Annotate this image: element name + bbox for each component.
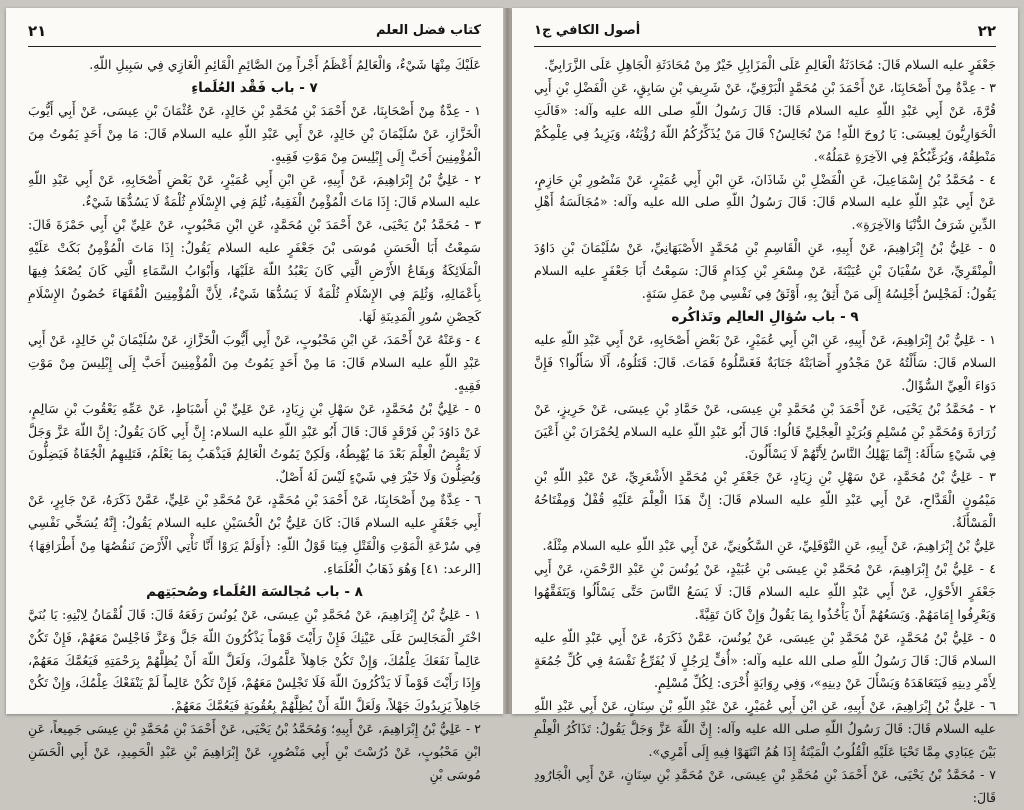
paragraph: ١ - عَلِيُّ بْنُ إِبْرَاهِيمَ، عَنْ أَبِيهِ، عَنِ ابْنِ أَبِي عُمَيْرٍ، عَنْ بَعْضِ أَصْحَابِهِ، عَنْ أَبِي عَبْدِ اللّهِ عليه السلام قَالَ: سَأَلْتُهُ عَنْ مَجْدُورٍ أَصَابَتْهُ جَنَابَةٌ فَغَسَّلُوهُ فَمَاتَ. قَالَ: قَتَلُوهُ، أَلَا سَأَلُوا؟ فَإِنَّ دَوَاءَ الْعِيِّ السُّؤَالُ. — [534, 331, 996, 393]
paragraph: ٣ - مُحَمَّدُ بْنُ يَحْيَى، عَنْ أَحْمَدَ بْنِ مُحَمَّدٍ، عَنِ ابْنِ مَحْبُوبٍ، عَنْ عَلِيِّ بْنِ أَبِي حَمْزَةَ قَالَ: سَمِعْتُ أَبَا الْحَسَنِ مُوسَى بْنَ جَعْفَرٍ عليه السلام يَقُولُ: إِذَا مَاتَ الْمُؤْمِنُ بَكَتْ عَلَيْهِ الْمَلَائِكَةُ وَبِقَاعُ الأَرْضِ الَّتِي كَانَ يَعْبُدُ اللّهَ عَلَيْهَا، وَأَبْوَابُ السَّمَاءِ الَّتِي كَانَ يُصْعَدُ فِيهَا بِأَعْمَالِهِ، وَثُلِمَ فِي الإِسْلَامِ ثُلْمَةٌ لَا يَسُدُّهَا شَيْءٌ، لِأَنَّ الْمُؤْمِنِينَ الْفُقَهَاءَ حُصُونُ الإِسْلَامِ كَحِصْنِ سُورِ الْمَدِينَةِ لَهَا. — [28, 217, 481, 324]
running-title: أصول الكافي ج١ — [534, 23, 641, 38]
right-page-header — [534, 22, 996, 47]
paragraph: ٦ - عِدَّةٌ مِنْ أَصْحَابِنَا، عَنْ أَحْمَدَ بْنِ مُحَمَّدٍ، عَنْ مُحَمَّدِ بْنِ عَلِيٍّ، عَمَّنْ ذَكَرَهُ، عَنْ جَابِرٍ، عَنْ أَبِي جَعْفَرٍ عليه السلام قَالَ: كَانَ عَلِيُّ بْنُ الْحُسَيْنِ عليه السلام يَقُولُ: إِنَّهُ يُسَخِّي نَفْسِي فِي سُرْعَةِ الْمَوْتِ وَالْقَتْلِ فِينَا قَوْلُ اللّهِ: ﴿أَوَلَمْ يَرَوْا أَنَّا نَأْتِي الْأَرْضَ نَنقُصُهَا مِنْ أَطْرَافِهَا﴾ [الرعد: ٤١] وَهُوَ ذَهَابُ الْعُلَمَاءِ. — [28, 492, 481, 576]
paragraph: ٢ - مُحَمَّدُ بْنُ يَحْيَى، عَنْ أَحْمَدَ بْنِ مُحَمَّدِ بْنِ عِيسَى، عَنْ حَمَّادِ بْنِ عِيسَى، عَنْ حَرِيزٍ، عَنْ زُرَارَةَ وَمُحَمَّدِ بْنِ مُسْلِمٍ وَبُرَيْدٍ الْعِجْلِيِّ قَالُوا: قَالَ أَبُو عَبْدِ اللّهِ عليه السلام لِحُمْرَانَ بْنِ أَعْيَنَ فِي شَيْءٍ سَأَلَهُ: إِنَّمَا يَهْلِكُ النَّاسُ لِأَنَّهُمْ لَا يَسْأَلُونَ. — [534, 400, 996, 462]
paragraph: ٤ - عَلِيُّ بْنُ إِبْرَاهِيمَ، عَنْ مُحَمَّدِ بْنِ عِيسَى بْنِ عُبَيْدٍ، عَنْ يُونُسَ بْنِ عَبْدِ الرَّحْمَنِ، عَنْ أَبِي جَعْفَرٍ الأَحْوَلِ، عَنْ أَبِي عَبْدِ اللّهِ عليه السلام قَالَ: لَا يَسَعُ النَّاسَ حَتَّى يَسْأَلُوا وَيَتَفَقَّهُوا وَيَعْرِفُوا إِمَامَهُمْ. وَيَسَعُهُمْ أَنْ يَأْخُذُوا بِمَا يَقُولُ وَإِنْ كَانَ تَقِيَّةً. — [534, 560, 996, 622]
book-gutter — [503, 8, 512, 714]
right-page — [512, 8, 1018, 805]
left-page — [6, 8, 503, 783]
paragraph: ٣ - عِدَّةٌ مِنْ أَصْحَابِنَا، عَنْ أَحْمَدَ بْنِ مُحَمَّدٍ الْبَرْقِيِّ، عَنْ شَرِيفِ بْنِ سَابِقٍ، عَنِ الْفَضْلِ بْنِ أَبِي قُرَّةَ، عَنْ أَبِي عَبْدِ اللّهِ عليه السلام قَالَ: قَالَ رَسُولُ اللّهِ صلى الله عليه وآله: «قَالَتِ الْحَوَارِيُّونَ لِعِيسَى: يَا رُوحَ اللّهِ! مَنْ نُجَالِسُ؟ قَالَ مَنْ يُذَكِّرُكُمُ اللّهَ رُؤْيَتُهُ، وَيَزِيدُ فِي عِلْمِكُمْ مَنْطِقُهُ، وَيُرَغِّبُكُمْ فِي الآخِرَةِ عَمَلُهُ». — [534, 79, 996, 164]
running-title: كتاب فضل العلم — [376, 23, 481, 38]
left-page-body — [28, 54, 481, 783]
paragraph: ٥ - عَلِيُّ بْنُ إِبْرَاهِيمَ، عَنْ أَبِيهِ، عَنِ الْقَاسِمِ بْنِ مُحَمَّدٍ الأَصْبَهَانِيِّ، عَنْ سُلَيْمَانَ بْنِ دَاوُدَ الْمِنْقَرِيِّ، عَنْ سُفْيَانَ بْنِ عُيَيْنَةَ، عَنْ مِسْعَرِ بْنِ كِدَامٍ قَالَ: سَمِعْتُ أَبَا جَعْفَرٍ عليه السلام يَقُولُ: لَمَجْلِسٌ أَجْلِسُهُ إِلَى مَنْ أَثِقُ بِهِ، أَوْثَقُ فِي نَفْسِي مِنْ عَمَلِ سَنَةٍ. — [534, 240, 996, 302]
paragraph: ٥ - عَلِيُّ بْنُ مُحَمَّدٍ، عَنْ سَهْلِ بْنِ زِيَادٍ، عَنْ عَلِيِّ بْنِ أَسْبَاطٍ، عَنْ عَمِّهِ يَعْقُوبَ بْنِ سَالِمٍ، عَنْ دَاوُدَ بْنِ فَرْقَدٍ قَالَ: قَالَ أَبُو عَبْدِ اللّهِ عليه السلام: إِنَّ أَبِي كَانَ يَقُولُ: إِنَّ اللّهَ عَزَّ وَجَلَّ لَا يَقْبِضُ الْعِلْمَ بَعْدَ مَا يُهْبِطُهُ، وَلَكِنْ يَمُوتُ الْعَالِمُ فَيَذْهَبُ بِمَا يَعْلَمُ، فَتَلِيهِمُ الْجُفَاةُ فَيَضِلُّونَ وَيُضِلُّونَ وَلَا خَيْرَ فِي شَيْءٍ لَيْسَ لَهُ أَصْلٌ. — [28, 400, 481, 485]
paragraph: ٤ - وَعَنْهُ عَنْ أَحْمَدَ، عَنِ ابْنِ مَحْبُوبٍ، عَنْ أَبِي أَيُّوبَ الْخَزَّازِ، عَنْ سُلَيْمَانَ بْنِ خَالِدٍ، عَنْ أَبِي عَبْدِ اللّهِ عليه السلام قَالَ: مَا مِنْ أَحَدٍ يَمُوتُ مِنَ الْمُؤْمِنِينَ أَحَبَّ إِلَى إِبْلِيسَ مِنْ مَوْتِ فَقِيهٍ. — [28, 331, 481, 393]
chapter-heading: ٧ - باب فَقْد العُلَماءِ — [191, 79, 318, 96]
paragraph: ٦ - عَلِيُّ بْنُ إِبْرَاهِيمَ، عَنْ أَبِيهِ، عَنِ ابْنِ أَبِي عُمَيْرٍ، عَنْ عَبْدِ اللّهِ بْنِ سِنَانٍ، عَنْ أَبِي عَبْدِ اللّهِ عليه السلام قَالَ: قَالَ رَسُولُ اللّهِ صلى الله عليه وآله: إِنَّ اللّهَ عَزَّ وَجَلَّ يَقُولُ: تَذَاكُرُ الْعِلْمِ بَيْنَ عِبَادِي مِمَّا تَحْيَا عَلَيْهِ الْقُلُوبُ الْمَيْتَةُ إِذَا هُمُ انْتَهَوْا فِيهِ إِلَى أَمْرِي». — [534, 698, 996, 760]
chapter-heading: ٩ - باب سُؤالِ العالِم وتَذاكُره — [671, 308, 859, 325]
paragraph: ٣ - عَلِيُّ بْنُ مُحَمَّدٍ، عَنْ سَهْلِ بْنِ زِيَادٍ، عَنْ جَعْفَرِ بْنِ مُحَمَّدٍ الأَشْعَرِيِّ، عَنْ عَبْدِ اللّهِ بْنِ مَيْمُونٍ الْقَدَّاحِ، عَنْ أَبِي عَبْدِ اللّهِ عليه السلام قَالَ: إِنَّ هَذَا الْعِلْمَ عَلَيْهِ قُفْلٌ وَمِفْتَاحُهُ الْمَسْأَلَةُ. — [534, 469, 996, 531]
left-page-header — [28, 22, 481, 47]
paragraph: جَعْفَرٍ عليه السلام قَالَ: مُحَادَثَةُ الْعَالِمِ عَلَى الْمَزَابِلِ خَيْرٌ مِنْ مُحَادَثَةِ الْجَاهِلِ عَلَى الزَّرَابِيِّ. — [544, 57, 996, 72]
paragraph: ٤ - مُحَمَّدُ بْنُ إِسْمَاعِيلَ، عَنِ الْفَضْلِ بْنِ شَاذَانَ، عَنِ ابْنِ أَبِي عُمَيْرٍ، عَنْ مَنْصُورِ بْنِ حَازِمٍ، عَنْ أَبِي عَبْدِ اللّهِ عليه السلام قَالَ: قَالَ رَسُولُ اللّهِ صلى الله عليه وآله: «مُجَالَسَةُ أَهْلِ الدِّينِ شَرَفُ الدُّنْيَا وَالآخِرَةِ». — [534, 171, 996, 233]
paragraph: ١ - عِدَّةٌ مِنْ أَصْحَابِنَا، عَنْ أَحْمَدَ بْنِ مُحَمَّدِ بْنِ خَالِدٍ، عَنْ عُثْمَانَ بْنِ عِيسَى، عَنْ أَبِي أَيُّوبَ الْخَزَّازِ، عَنْ سُلَيْمَانَ بْنِ خَالِدٍ، عَنْ أَبِي عَبْدِ اللّهِ عليه السلام قَالَ: مَا مِنْ أَحَدٍ يَمُوتُ مِنَ الْمُؤْمِنِينَ أَحَبَّ إِلَى إِبْلِيسَ مِنْ مَوْتِ فَقِيهٍ. — [28, 102, 481, 164]
page-number: ٢١ — [28, 22, 47, 40]
paragraph: ٢ - عَلِيُّ بْنُ إِبْرَاهِيمَ، عَنْ أَبِيهِ، عَنِ ابْنِ أَبِي عُمَيْرٍ، عَنْ بَعْضِ أَصْحَابِهِ، عَنْ أَبِي عَبْدِ اللّهِ عليه السلام قَالَ: إِذَا مَاتَ الْمُؤْمِنُ الْفَقِيهُ، ثُلِمَ فِي الإِسْلَامِ ثُلْمَةٌ لَا يَسُدُّهَا شَيْءٌ. — [28, 171, 481, 210]
paragraph: عَلِيُّ بْنُ إِبْرَاهِيمَ، عَنْ أَبِيهِ، عَنِ النَّوْفَلِيِّ، عَنِ السَّكُونِيِّ، عَنْ أَبِي عَبْدِ اللّهِ عليه السلام مِثْلَهُ. — [542, 538, 996, 554]
chapter-heading: ٨ - باب مُجالسَة العُلَماء وصُحبَتِهم — [146, 583, 363, 600]
paragraph: ٥ - عَلِيُّ بْنُ مُحَمَّدٍ، عَنْ مُحَمَّدِ بْنِ عِيسَى، عَنْ يُونُسَ، عَمَّنْ ذَكَرَهُ، عَنْ أَبِي عَبْدِ اللّهِ عليه السلام قَالَ: قَالَ رَسُولُ اللّهِ صلى الله عليه وآله: «أُفٍّ لِرَجُلٍ لَا يُفَرِّغُ نَفْسَهُ فِي كُلِّ جُمُعَةٍ لِأَمْرِ دِينِهِ فَيَتَعَاهَدَهُ وَيَسْأَلَ عَنْ دِينِهِ»، وَفِي رِوَايَةٍ أُخْرَى: لِكُلِّ مُسْلِمٍ. — [534, 629, 996, 691]
paragraph: ٢ - عَلِيُّ بْنُ إِبْرَاهِيمَ، عَنْ أَبِيهِ؛ وَمُحَمَّدُ بْنُ يَحْيَى، عَنْ أَحْمَدَ بْنِ مُحَمَّدِ بْنِ عِيسَى جَمِيعاً، عَنِ ابْنِ مَحْبُوبٍ، عَنْ دُرُسْتَ بْنِ أَبِي مَنْصُورٍ، عَنْ إِبْرَاهِيمَ بْنِ عَبْدِ الْحَمِيدِ، عَنْ أَبِي الْحَسَنِ مُوسَى بْنِ — [28, 721, 481, 783]
paragraph: ١ - عَلِيُّ بْنُ إِبْرَاهِيمَ، عَنْ مُحَمَّدِ بْنِ عِيسَى، عَنْ يُونُسَ رَفَعَهُ قَالَ: قَالَ لُقْمَانُ لِابْنِهِ: يَا بُنَيَّ اخْتَرِ الْمَجَالِسَ عَلَى عَيْنِكَ فَإِنْ رَأَيْتَ قَوْماً يَذْكُرُونَ اللّهَ جَلَّ وَعَزَّ فَاجْلِسْ مَعَهُمْ، فَإِنْ تَكُنْ عَالِماً نَفَعَكَ عِلْمُكَ، وَإِنْ تَكُنْ جَاهِلاً عَلَّمُوكَ، وَلَعَلَّ اللّهَ أَنْ يُظِلَّهُمْ بِرَحْمَتِهِ فَيَعُمَّكَ مَعَهُمْ، وَإِذَا رَأَيْتَ قَوْماً لَا يَذْكُرُونَ اللّهَ فَلَا تَجْلِسْ مَعَهُمْ، فَإِنْ تَكُنْ عَالِماً لَمْ يَنْفَعْكَ عِلْمُكَ، وَإِنْ تَكُنْ جَاهِلاً يَزِيدُوكَ جَهْلاً، وَلَعَلَّ اللّهَ أَنْ يُظِلَّهُمْ بِعُقُوبَةٍ فَيَعُمَّكَ مَعَهُمْ. — [28, 606, 481, 714]
paragraph: ٧ - مُحَمَّدُ بْنُ يَحْيَى، عَنْ أَحْمَدَ بْنِ مُحَمَّدِ بْنِ عِيسَى، عَنْ مُحَمَّدِ بْنِ سِنَانٍ، عَنْ أَبِي الْجَارُودِ قَالَ: — [534, 767, 996, 805]
paragraph: عَلَيْكَ مِنْهَا شَيْءٌ، وَالْعَالِمُ أَعْظَمُ أَجْراً مِنَ الصَّائِمِ الْقَائِمِ الْغَازِي فِي سَبِيلِ اللّهِ. — [89, 57, 481, 72]
page-number: ٢٢ — [977, 22, 996, 40]
right-page-body — [534, 54, 996, 805]
